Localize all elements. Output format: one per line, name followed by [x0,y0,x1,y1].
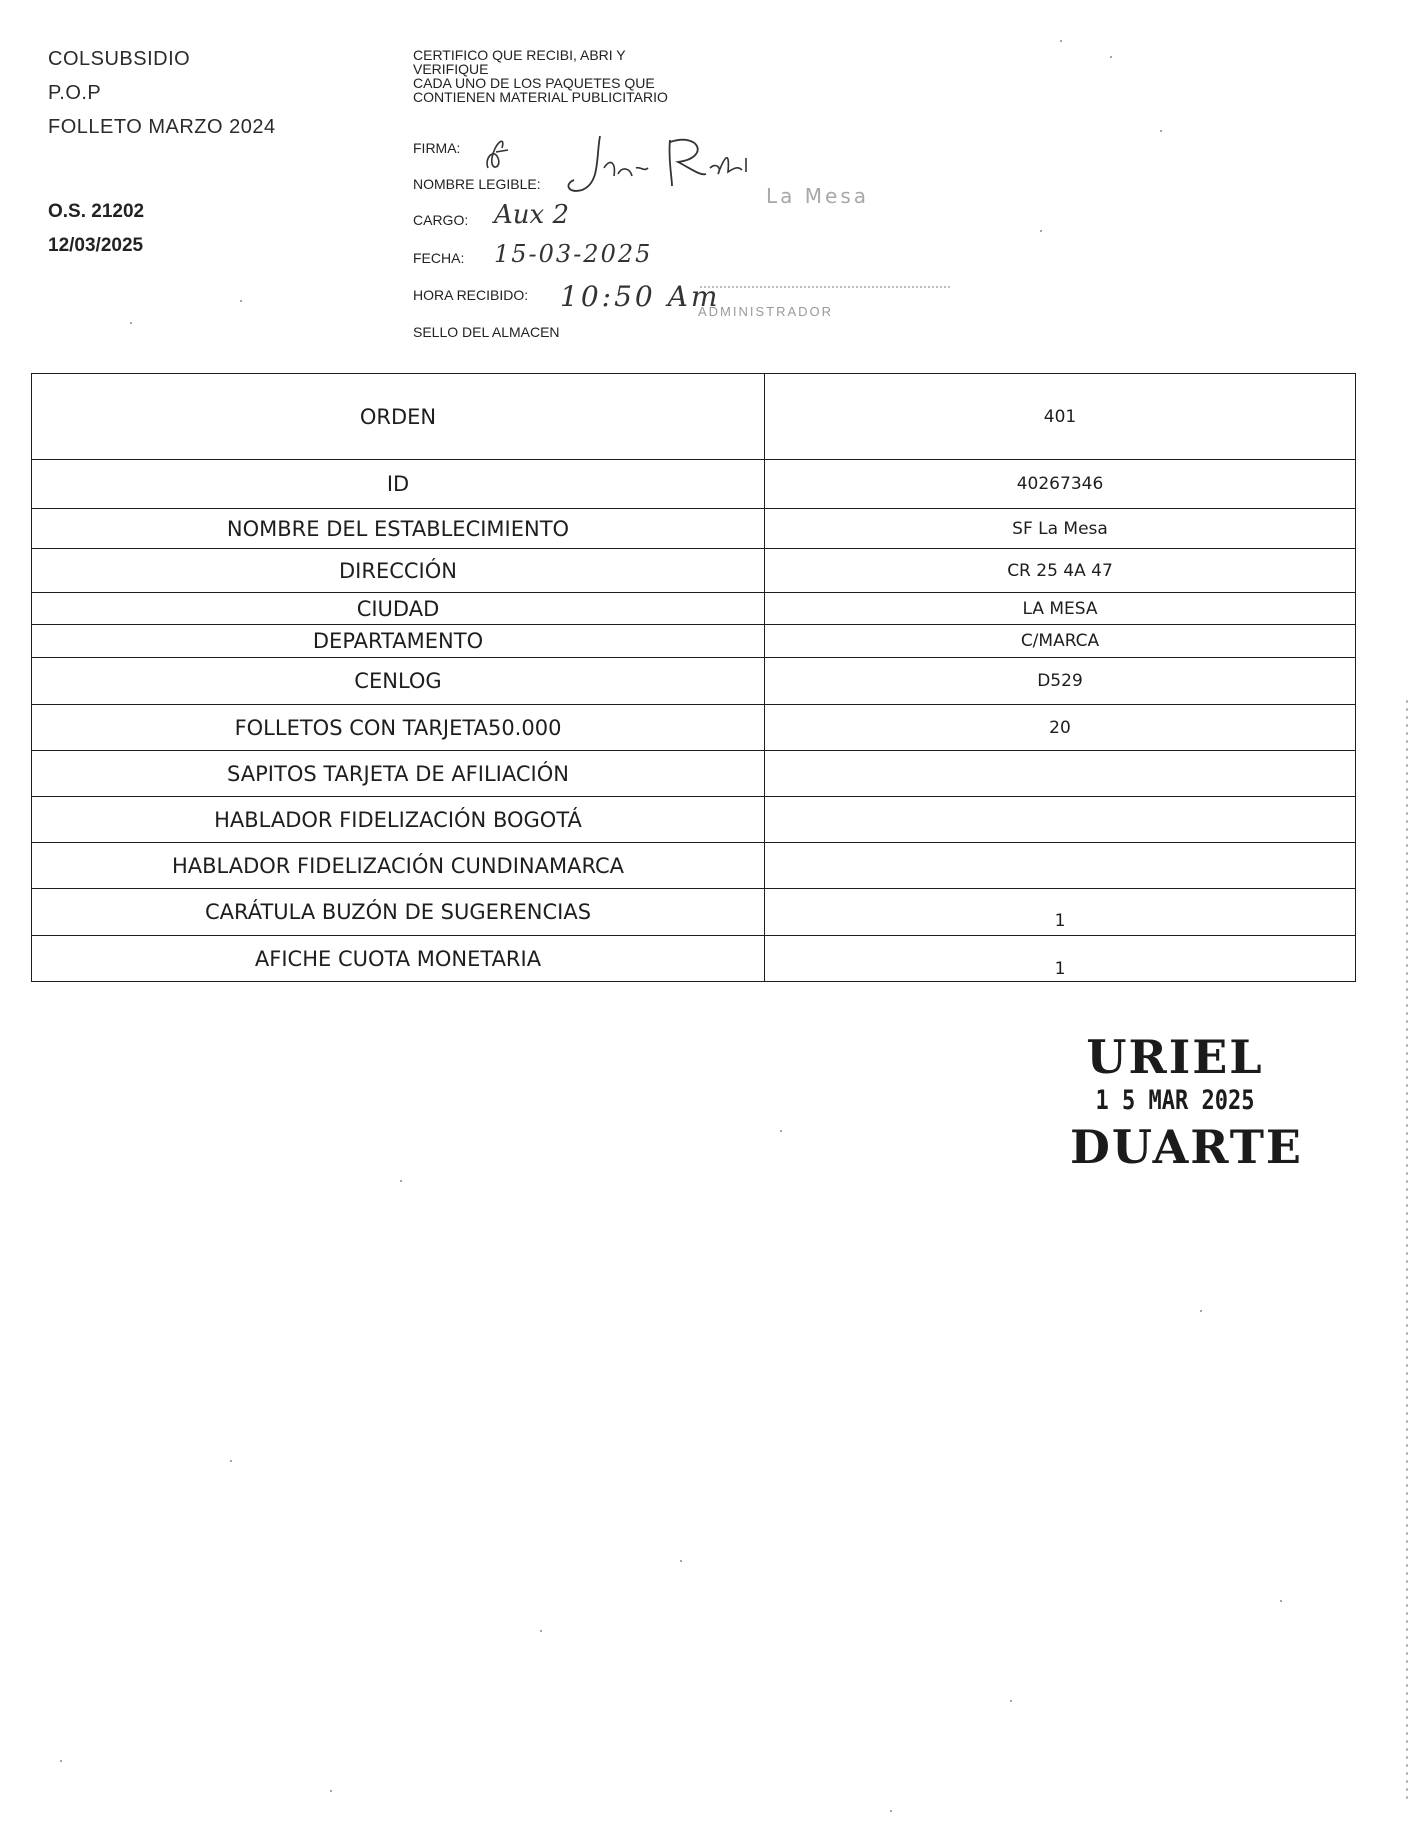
cargo-value: Aux 2 [494,200,569,230]
row-value [765,797,1356,843]
header-left [48,42,276,144]
nombre-stamp-text: La Mesa [766,184,869,208]
fecha-label: FECHA: [413,250,465,266]
stamp-name-bottom: DUARTE [1070,1120,1303,1174]
fecha-value: 15-03-2025 [494,240,653,268]
hora-row [413,287,528,303]
table-row [32,625,1356,658]
row-value: 401 [765,374,1356,460]
statement-line-2: VERIFIQUE [413,61,489,77]
row-label: ORDEN [32,374,765,460]
hora-label: HORA RECIBIDO: [413,287,529,303]
statement-line-4: CONTIENEN MATERIAL PUBLICITARIO [413,89,668,105]
table-row [32,374,1356,460]
table-row [32,705,1356,751]
firma-signature [480,128,520,174]
row-value: SF La Mesa [765,509,1356,549]
campaign-title: FOLLETO MARZO 2024 [48,116,276,138]
hora-value: 10:50 Am [560,280,721,313]
table-row [32,843,1356,889]
row-label: DIRECCIÓN [32,549,765,593]
table-row [32,593,1356,625]
table-row [32,751,1356,797]
row-value [765,751,1356,797]
cargo-label: CARGO: [413,212,469,228]
pop-label: P.O.P [48,82,102,104]
order-number: O.S. 21202 [48,201,145,222]
row-label: SAPITOS TARJETA DE AFILIACIÓN [32,751,765,797]
firma-row [413,140,460,156]
hora-stamp-overlay: ADMINISTRADOR [698,304,834,319]
row-value: D529 [765,658,1356,705]
row-label: CARÁTULA BUZÓN DE SUGERENCIAS [32,889,765,936]
row-value [765,843,1356,889]
firma-label: FIRMA: [413,140,461,156]
receipt-stamp [1070,1030,1303,1174]
statement-line-1: CERTIFICO QUE RECIBI, ABRI Y [413,47,626,63]
table-row [32,549,1356,593]
stamp-name-top: URIEL [1086,1030,1264,1084]
row-value: 1 [765,889,1356,936]
table-row [32,509,1356,549]
row-value: 20 [765,705,1356,751]
nombre-signature [560,128,760,208]
table-row [32,797,1356,843]
row-label: HABLADOR FIDELIZACIÓN CUNDINAMARCA [32,843,765,889]
row-label: ID [32,460,765,509]
nombre-label: NOMBRE LEGIBLE: [413,176,541,192]
nombre-stamp-overlay [766,184,869,208]
statement-line-3: CADA UNO DE LOS PAQUETES QUE [413,75,655,91]
sello-row [413,324,560,340]
company-name: COLSUBSIDIO [48,48,191,70]
scan-edge-artifact [1406,700,1408,1800]
row-label: NOMBRE DEL ESTABLECIMIENTO [32,509,765,549]
row-label: HABLADOR FIDELIZACIÓN BOGOTÁ [32,797,765,843]
row-label: CIUDAD [32,593,765,625]
table-row [32,658,1356,705]
row-label: FOLLETOS CON TARJETA50.000 [32,705,765,751]
table-row [32,936,1356,982]
delivery-table [31,373,1356,982]
row-value: 40267346 [765,460,1356,509]
row-value: CR 25 4A 47 [765,549,1356,593]
cargo-row [413,212,468,228]
row-value: C/MARCA [765,625,1356,658]
table-row [32,460,1356,509]
order-block [48,195,144,263]
nombre-row [413,176,541,192]
row-label: AFICHE CUOTA MONETARIA [32,936,765,982]
row-value: 1 [765,936,1356,982]
order-date: 12/03/2025 [48,235,144,256]
row-label: CENLOG [32,658,765,705]
row-label: DEPARTAMENTO [32,625,765,658]
hora-stamp-line [700,286,950,288]
sello-label: SELLO DEL ALMACEN [413,324,560,340]
stamp-date: 1 5 MAR 2025 [1095,1086,1255,1117]
certification-statement [413,48,668,104]
row-value: LA MESA [765,593,1356,625]
table-row [32,889,1356,936]
fecha-row [413,250,464,266]
